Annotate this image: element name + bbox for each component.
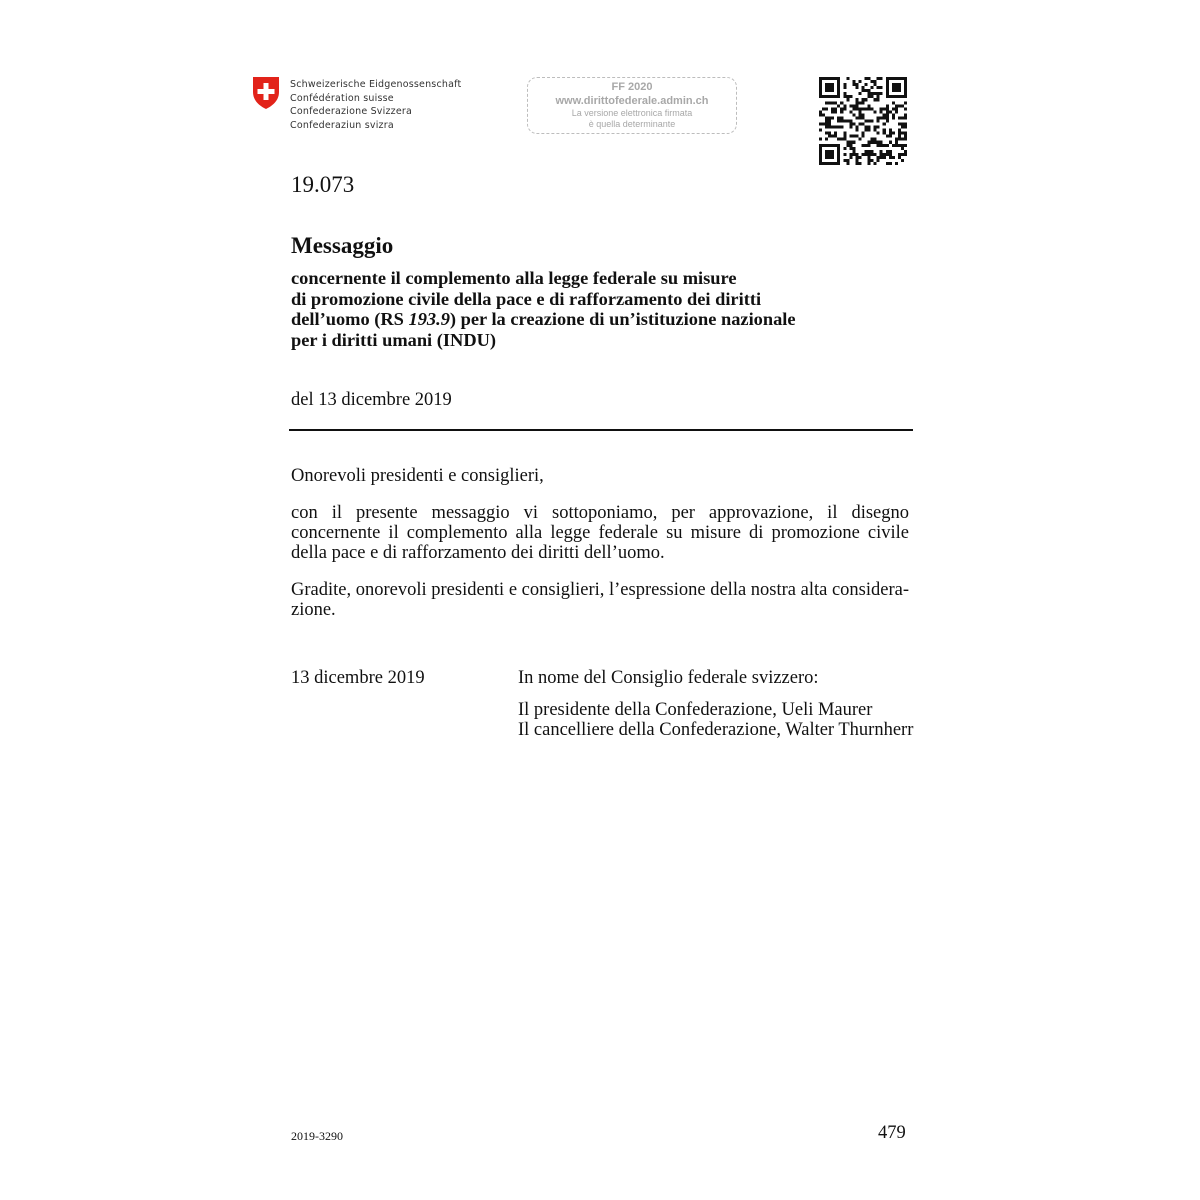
- swiss-crest-icon: [251, 76, 281, 110]
- document-number: 19.073: [291, 172, 355, 197]
- header-divider: [289, 429, 913, 431]
- footer-doc-id: 2019-3290: [291, 1129, 343, 1143]
- stamp-line-3: La versione elettronica firmata: [571, 108, 693, 118]
- signature-president: Il presidente della Confederazione, Ueli Maurer: [518, 700, 873, 720]
- signature-council: In nome del Consiglio federale svizzero:: [518, 668, 819, 688]
- stamp-line-2: www.dirittofederale.admin.ch: [555, 95, 709, 107]
- stamp-line-1: FF 2020: [611, 81, 653, 93]
- body-paragraph-2: Gradite, onorevoli presidenti e consiglieri, l’espressione della nostra alta considera-zione.: [291, 580, 909, 620]
- subtitle-line-3-suffix: ) per la creazione di un’istituzione nazionale: [449, 309, 796, 329]
- signature-date: 13 dicembre 2019: [291, 668, 425, 688]
- rs-reference: 193.9: [408, 309, 450, 329]
- subtitle-line-4: per i diritti umani (INDU): [291, 329, 497, 350]
- salutation: Onorevoli presidenti e consiglieri,: [291, 466, 544, 486]
- subtitle-line-1: concernente il complemento alla legge federale su misure: [291, 268, 737, 288]
- confederation-name-it: Confederazione Svizzera: [290, 106, 413, 117]
- confederation-names: [290, 78, 461, 132]
- body-paragraph-1: con il presente messaggio vi sottoponiamo, per approvazione, il disegno concernente il complemento alla legge federale su misure di promozione civile della pace e di rafforzamento dei diritti dell’uomo.: [291, 503, 909, 563]
- document-title: Messaggio: [291, 233, 394, 258]
- signature-block: [518, 668, 913, 740]
- subtitle-line-3: [291, 309, 891, 330]
- confederation-name-rm: Confederaziun svizra: [290, 119, 394, 131]
- signature-chancellor: Il cancelliere della Confederazione, Walter Thurnherr: [518, 720, 914, 740]
- document-date: del 13 dicembre 2019: [291, 390, 452, 410]
- stamp-line-4: è quella determinante: [588, 119, 676, 129]
- qr-code-icon: [819, 77, 907, 165]
- official-stamp: [527, 77, 737, 134]
- document-subtitle: [291, 268, 891, 350]
- confederation-name-de: Schweizerische Eidgenossenschaft: [290, 79, 462, 90]
- page-number: 479: [878, 1123, 906, 1143]
- confederation-name-fr: Confédération suisse: [290, 92, 394, 104]
- subtitle-line-2: di promozione civile della pace e di rafforzamento dei diritti: [291, 288, 762, 309]
- subtitle-line-3-prefix: dell’uomo (RS: [291, 309, 409, 329]
